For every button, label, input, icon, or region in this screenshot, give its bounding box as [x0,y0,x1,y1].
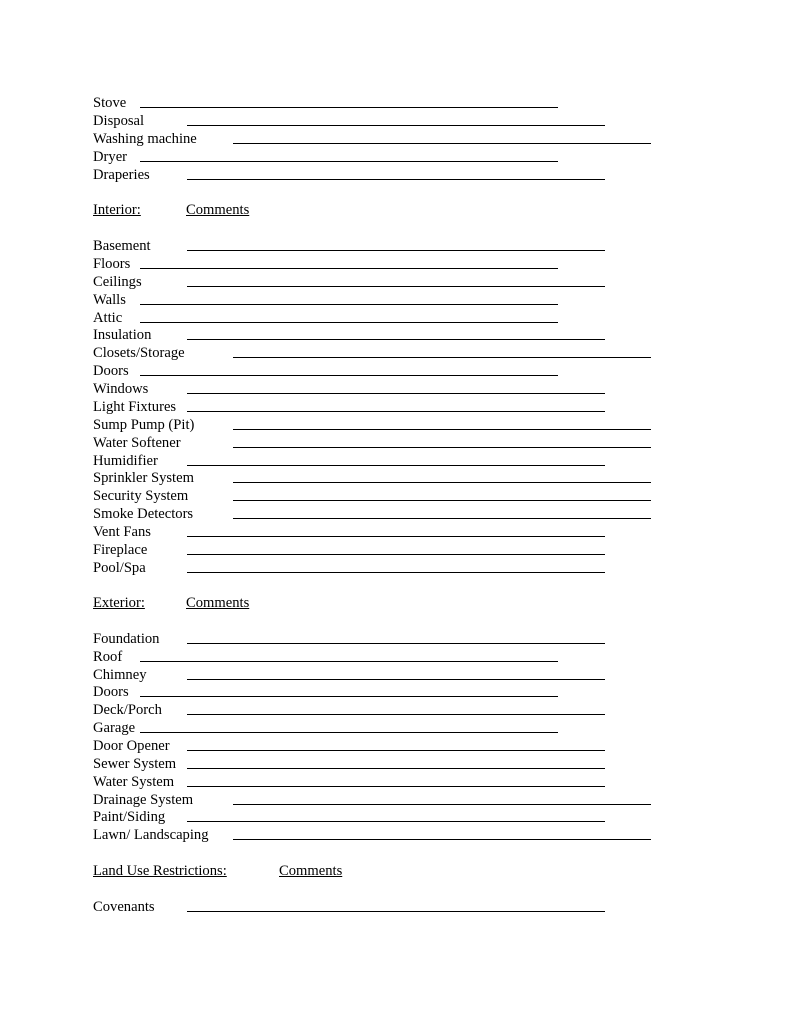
comment-line[interactable] [187,786,605,787]
comment-line[interactable] [187,465,605,466]
comment-line[interactable] [233,447,651,448]
row-label: Basement [93,238,151,254]
row-label: Sewer System [93,756,177,772]
comment-line[interactable] [187,411,605,412]
row-label: Paint/Siding [93,809,166,825]
comment-line[interactable] [140,732,558,733]
comment-line[interactable] [233,804,651,805]
comment-line[interactable] [187,250,605,251]
comment-line[interactable] [140,661,558,662]
comment-line[interactable] [233,482,651,483]
row-label: Fireplace [93,542,148,558]
comment-line[interactable] [187,911,605,912]
row-label: Doors [93,363,129,379]
comment-line[interactable] [140,107,558,108]
row-label: Floors [93,256,131,272]
row-label: Roof [93,649,123,665]
comments-title: Comments [279,863,343,879]
row-label: Water System [93,774,175,790]
comment-line[interactable] [187,821,605,822]
row-label: Security System [93,488,189,504]
comment-line[interactable] [140,696,558,697]
row-label: Lawn/ Landscaping [93,827,209,843]
row-label: Windows [93,381,149,397]
comment-line[interactable] [140,375,558,376]
row-label: Vent Fans [93,524,151,540]
row-label: Sump Pump (Pit) [93,417,195,433]
row-label: Light Fixtures [93,399,177,415]
row-label: Foundation [93,631,160,647]
exterior-heading [93,594,145,612]
row-label: Stove [93,95,127,111]
row-label: Chimney [93,667,147,683]
comment-line[interactable] [233,839,651,840]
row-label: Drainage System [93,792,194,808]
row-label: Covenants [93,899,155,915]
interior-comments-heading [186,201,249,219]
comment-line[interactable] [233,500,651,501]
row-label: Disposal [93,113,145,129]
comment-line[interactable] [187,572,605,573]
exterior-comments-heading [186,594,249,612]
comment-line[interactable] [140,268,558,269]
comment-line[interactable] [187,339,605,340]
comment-line[interactable] [187,286,605,287]
section-title: Exterior: [93,595,145,611]
comment-line[interactable] [187,643,605,644]
land-use-comments-heading [279,862,342,880]
row-label: Closets/Storage [93,345,185,361]
row-label: Deck/Porch [93,702,162,718]
comment-line[interactable] [140,304,558,305]
comment-line[interactable] [140,161,558,162]
comment-line[interactable] [187,554,605,555]
comment-line[interactable] [187,125,605,126]
comment-line[interactable] [233,143,651,144]
row-label: Washing machine [93,131,197,147]
row-label: Walls [93,292,126,308]
comment-line[interactable] [187,679,605,680]
row-label: Smoke Detectors [93,506,194,522]
row-label: Insulation [93,327,152,343]
row-label: Water Softener [93,435,181,451]
row-label: Humidifier [93,453,158,469]
comment-line[interactable] [233,357,651,358]
comment-line[interactable] [187,768,605,769]
row-label: Garage [93,720,136,736]
comment-line[interactable] [187,536,605,537]
row-label: Draperies [93,167,150,183]
row-label: Pool/Spa [93,560,146,576]
section-title: Interior: [93,202,141,218]
comment-line[interactable] [187,393,605,394]
comment-line[interactable] [187,714,605,715]
row-label: Sprinkler System [93,470,194,486]
comments-title: Comments [186,202,250,218]
comment-line[interactable] [187,179,605,180]
interior-heading [93,201,141,219]
row-label: Ceilings [93,274,142,290]
section-title: Land Use Restrictions: [93,863,227,879]
row-label: Dryer [93,149,128,165]
land-use-heading [93,862,227,880]
comment-line[interactable] [140,322,558,323]
comment-line[interactable] [233,518,651,519]
row-label: Doors [93,684,129,700]
comment-line[interactable] [187,750,605,751]
row-label: Door Opener [93,738,170,754]
comments-title: Comments [186,595,250,611]
comment-line[interactable] [233,429,651,430]
row-label: Attic [93,310,123,326]
